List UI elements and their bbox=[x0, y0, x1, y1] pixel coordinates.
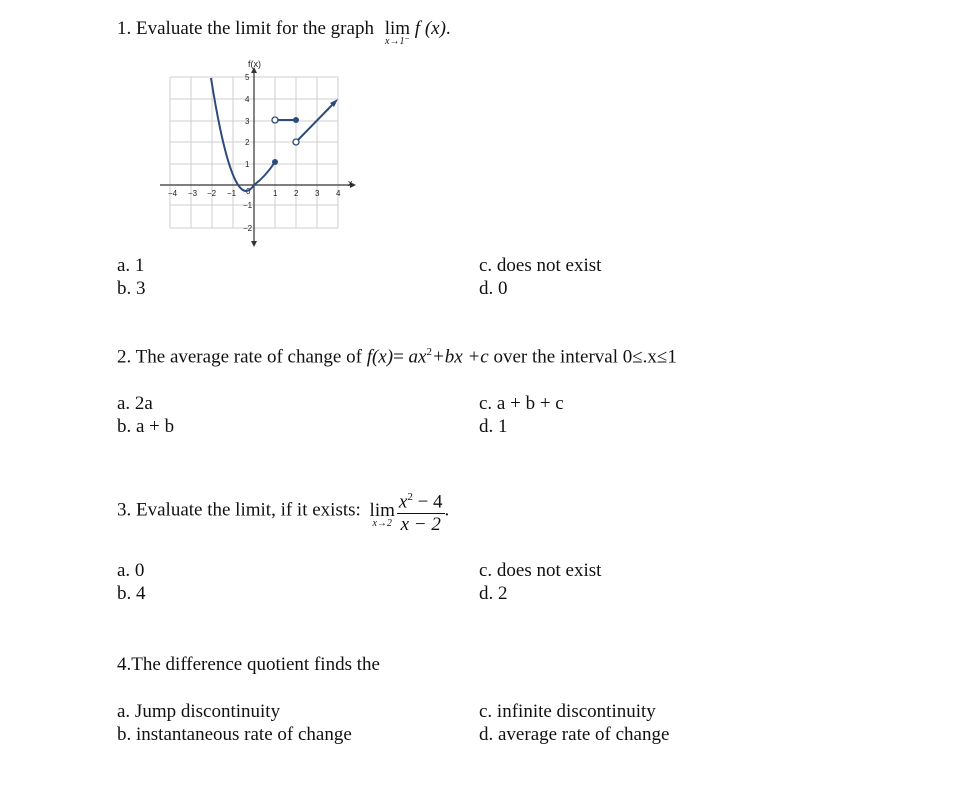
x-tick-label: −1 bbox=[227, 189, 237, 198]
x-tick-label: −3 bbox=[188, 189, 198, 198]
x-tick-label: −4 bbox=[168, 189, 178, 198]
open-point-2-2 bbox=[293, 139, 299, 145]
question-2-prompt: 2. The average rate of change of $f(x)= ax^2+bx +c$ over the interval 0≤.x≤1 bbox=[117, 346, 677, 368]
q2-option-c: c. a + b + c bbox=[479, 393, 564, 414]
question-3-prompt: 3. Evaluate the limit, if it exists: lim x→2 $\frac{x^2 - 4}{x - 2}$ . bbox=[117, 486, 449, 536]
q4-option-d: d. average rate of change bbox=[479, 724, 670, 745]
closed-point-1-1 bbox=[272, 159, 278, 165]
question-1-prompt: 1. Evaluate the limit for the graph lim x→1⁻ f (x). bbox=[117, 18, 451, 47]
q3-option-c: c. does not exist bbox=[479, 560, 602, 581]
q1-option-d: d. 0 bbox=[479, 278, 508, 299]
function-graph bbox=[150, 55, 365, 250]
q2-option-d: d. 1 bbox=[479, 416, 508, 437]
y-tick-label: 3 bbox=[245, 117, 250, 126]
open-point-1-3 bbox=[272, 117, 278, 123]
y-tick-label: −1 bbox=[243, 201, 253, 210]
y-tick-labels bbox=[243, 73, 253, 233]
y-axis-down-arrow-icon bbox=[251, 241, 257, 247]
y-tick-label: 5 bbox=[245, 73, 250, 82]
limit-expression: lim x→1⁻ bbox=[384, 18, 411, 47]
parabola-curve bbox=[211, 78, 275, 191]
q1-option-a: a. 1 bbox=[117, 255, 145, 276]
segment-increasing bbox=[296, 102, 335, 142]
y-tick-label: 2 bbox=[245, 138, 250, 147]
fraction bbox=[397, 486, 445, 536]
q3-option-a: a. 0 bbox=[117, 560, 145, 581]
q4-option-a: a. Jump discontinuity bbox=[117, 701, 281, 722]
q1-option-c: c. does not exist bbox=[479, 255, 602, 276]
q3-option-d: d. 2 bbox=[479, 583, 508, 604]
y-axis-label: f(x) bbox=[248, 59, 261, 69]
numerator: $x^2 - 4$ bbox=[397, 486, 445, 514]
x-tick-label: 1 bbox=[273, 189, 278, 198]
q3-option-b: b. 4 bbox=[117, 583, 146, 604]
origin-label: 0 bbox=[246, 187, 251, 196]
denominator: x − 2 bbox=[400, 514, 441, 536]
x-axis-label: x bbox=[348, 178, 353, 188]
y-tick-label: 4 bbox=[245, 95, 250, 104]
q1-option-b: b. 3 bbox=[117, 278, 146, 299]
x-tick-label: 4 bbox=[336, 189, 341, 198]
q4-option-c: c. infinite discontinuity bbox=[479, 701, 656, 722]
q2-option-b: b. a + b bbox=[117, 416, 175, 437]
y-tick-label: 1 bbox=[245, 160, 250, 169]
closed-point-2-3 bbox=[293, 117, 299, 123]
question-4-prompt: 4.The difference quotient finds the bbox=[117, 654, 380, 675]
x-tick-label: 2 bbox=[294, 189, 299, 198]
q4-option-b: b. instantaneous rate of change bbox=[117, 724, 352, 745]
limit-expression: lim x→2 bbox=[369, 499, 395, 529]
axes bbox=[160, 71, 350, 243]
q2-option-a: a. 2a bbox=[117, 393, 153, 414]
x-tick-label: 3 bbox=[315, 189, 320, 198]
y-tick-label: −2 bbox=[243, 224, 253, 233]
x-tick-label: −2 bbox=[207, 189, 217, 198]
